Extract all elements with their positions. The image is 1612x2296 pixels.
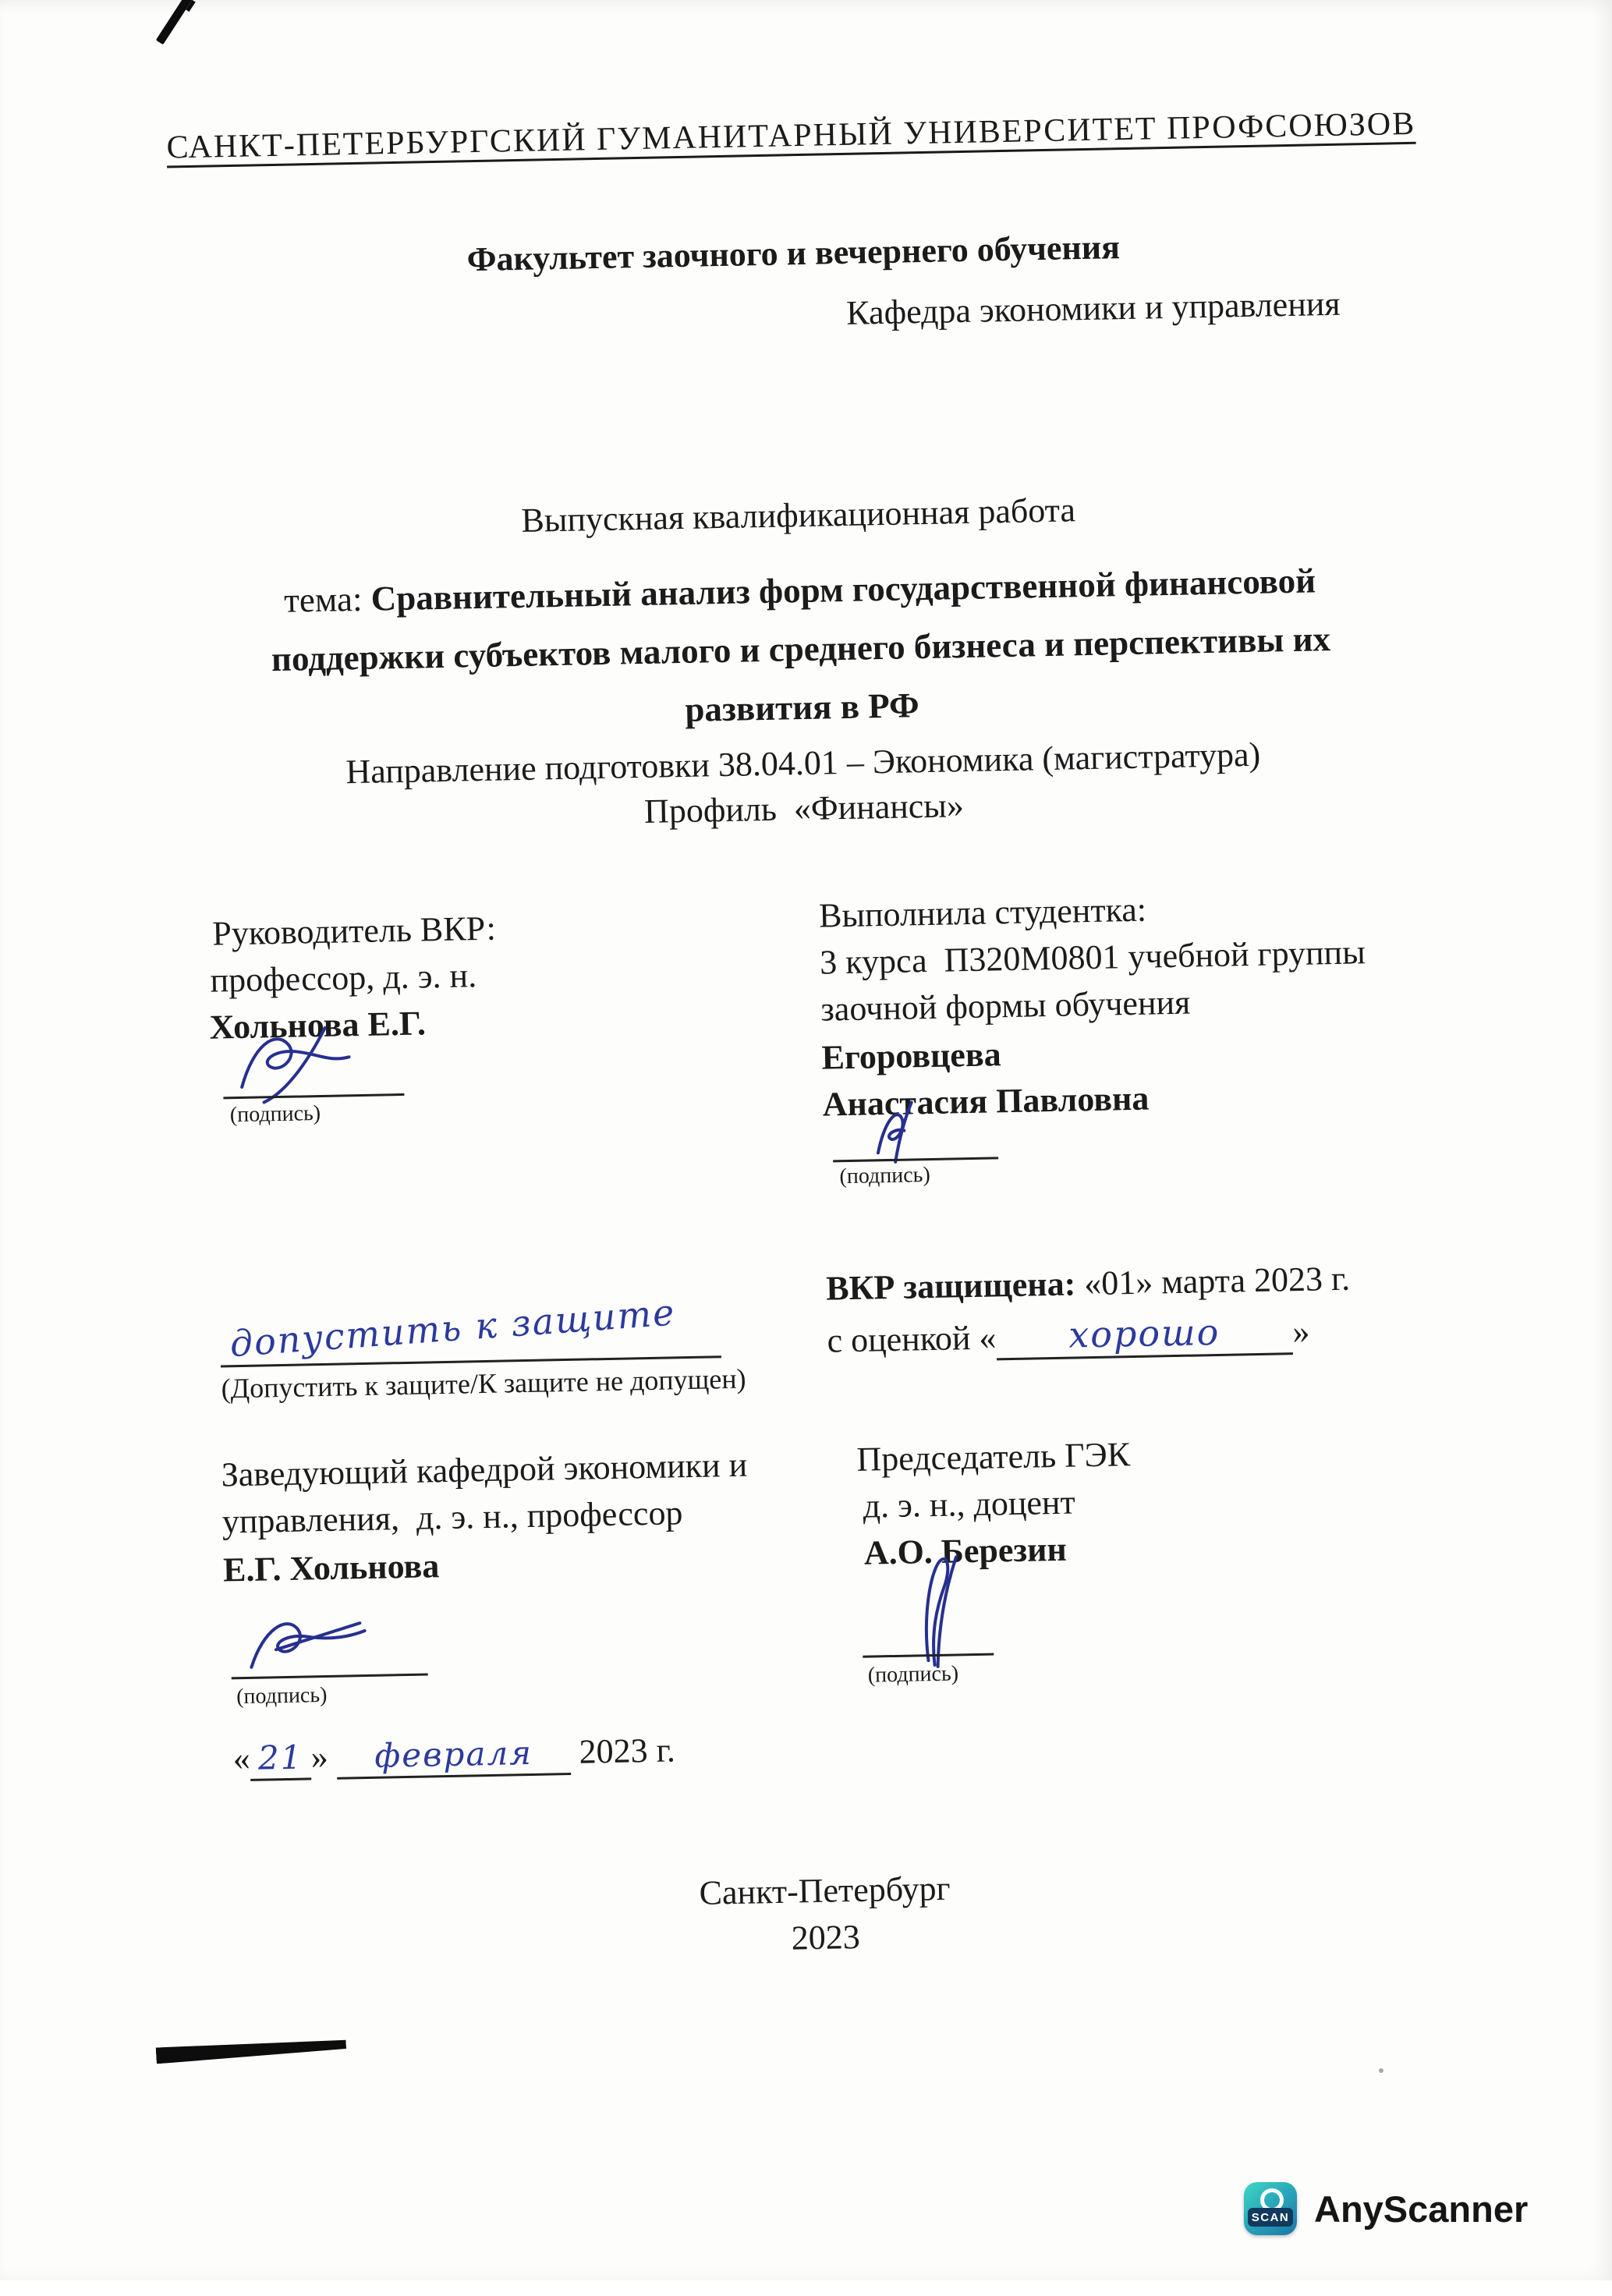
work-type-title: Выпускная квалификационная работа xyxy=(521,491,1076,540)
head-date-line xyxy=(232,1731,675,1780)
head-signature-caption: (подпись) xyxy=(236,1682,328,1710)
admission-handwritten-note: допустить к защите xyxy=(228,1291,677,1366)
student-form: заочной формы обучения xyxy=(820,983,1191,1029)
defense-date-line xyxy=(826,1260,1351,1309)
thesis-topic-line-3: развития в РФ xyxy=(684,686,920,729)
chairman-degree: д. э. н., доцент xyxy=(863,1483,1076,1525)
date-open-quote: « xyxy=(232,1738,251,1778)
head-line-1: Заведующий кафедрой экономики и xyxy=(221,1445,748,1494)
supervisor-degree: профессор, д. э. н. xyxy=(210,956,477,1000)
date-month-handwritten: февраля xyxy=(374,1733,533,1775)
student-signature-caption: (подпись) xyxy=(839,1163,931,1189)
university-title: САНКТ-ПЕТЕРБУРГСКИЙ ГУМАНИТАРНЫЙ УНИВЕРСИТЕТ ПРОФСОЮЗОВ xyxy=(166,105,1416,166)
scan-badge-label: SCAN xyxy=(1251,2210,1290,2224)
defense-label: ВКР защищена: xyxy=(825,1264,1085,1308)
thesis-topic-line-2: поддержки субъектов малого и среднего бизнеса и перспективы их xyxy=(271,619,1331,679)
date-close-quote: » xyxy=(310,1737,338,1777)
direction-line: Направление подготовки 38.04.01 – Экономика (магистратура) xyxy=(345,735,1261,792)
date-year: 2023 г. xyxy=(570,1731,676,1771)
scan-badge xyxy=(1248,2208,1293,2227)
supervisor-role: Руководитель ВКР: xyxy=(211,909,497,953)
head-line-2: управления, д. э. н., профессор xyxy=(221,1493,683,1541)
topic-text-1: Сравнительный анализ форм государственной финансовой xyxy=(370,561,1316,618)
department-title: Кафедра экономики и управления xyxy=(845,284,1341,332)
student-name: Анастасия Павловна xyxy=(822,1079,1150,1124)
date-day-handwritten: 21 xyxy=(257,1738,303,1777)
student-group: 3 курса П320М0801 учебной группы xyxy=(819,933,1366,982)
chairman-signature xyxy=(892,1550,988,1669)
profile-line: Профиль «Финансы» xyxy=(643,786,965,831)
grade-prefix: с оценкой « xyxy=(827,1318,997,1360)
student-intro: Выполнила студентка: xyxy=(818,890,1147,935)
anyscanner-watermark xyxy=(1244,2182,1528,2235)
student-surname: Егоровцева xyxy=(821,1035,1002,1077)
admission-caption: (Допустить к защите/К защите не допущен) xyxy=(221,1362,746,1405)
supervisor-signature xyxy=(229,1015,434,1104)
year-line: 2023 xyxy=(791,1917,861,1958)
date-day-line xyxy=(250,1738,311,1780)
head-signature xyxy=(241,1598,453,1684)
chairman-title: Председатель ГЭК xyxy=(856,1435,1131,1479)
student-signature xyxy=(854,1094,1004,1166)
supervisor-name: Хольнова Е.Г. xyxy=(209,1004,427,1047)
topic-label: тема: xyxy=(283,579,372,620)
anyscanner-brand-name: AnyScanner xyxy=(1314,2188,1529,2230)
chairman-signature-caption: (подпись) xyxy=(867,1661,959,1688)
anyscanner-logo-icon xyxy=(1244,2182,1297,2235)
chairman-name: А.О. Березин xyxy=(863,1529,1068,1572)
scan-artifact-dot xyxy=(1379,2068,1383,2073)
grade-blank-line xyxy=(996,1310,1293,1360)
city-line: Санкт-Петербург xyxy=(699,1869,951,1912)
head-name: Е.Г. Хольнова xyxy=(222,1547,440,1589)
supervisor-signature-caption: (подпись) xyxy=(229,1100,321,1128)
date-month-line xyxy=(336,1733,571,1779)
grade-suffix: » xyxy=(1291,1312,1310,1352)
defense-grade-line xyxy=(827,1310,1310,1363)
thesis-topic-line-1 xyxy=(0,555,1606,626)
defense-date: «01» марта 2023 г. xyxy=(1083,1259,1351,1303)
grade-handwritten: хорошо xyxy=(1068,1310,1221,1356)
faculty-title: Факультет заочного и вечернего обучения xyxy=(466,228,1121,279)
